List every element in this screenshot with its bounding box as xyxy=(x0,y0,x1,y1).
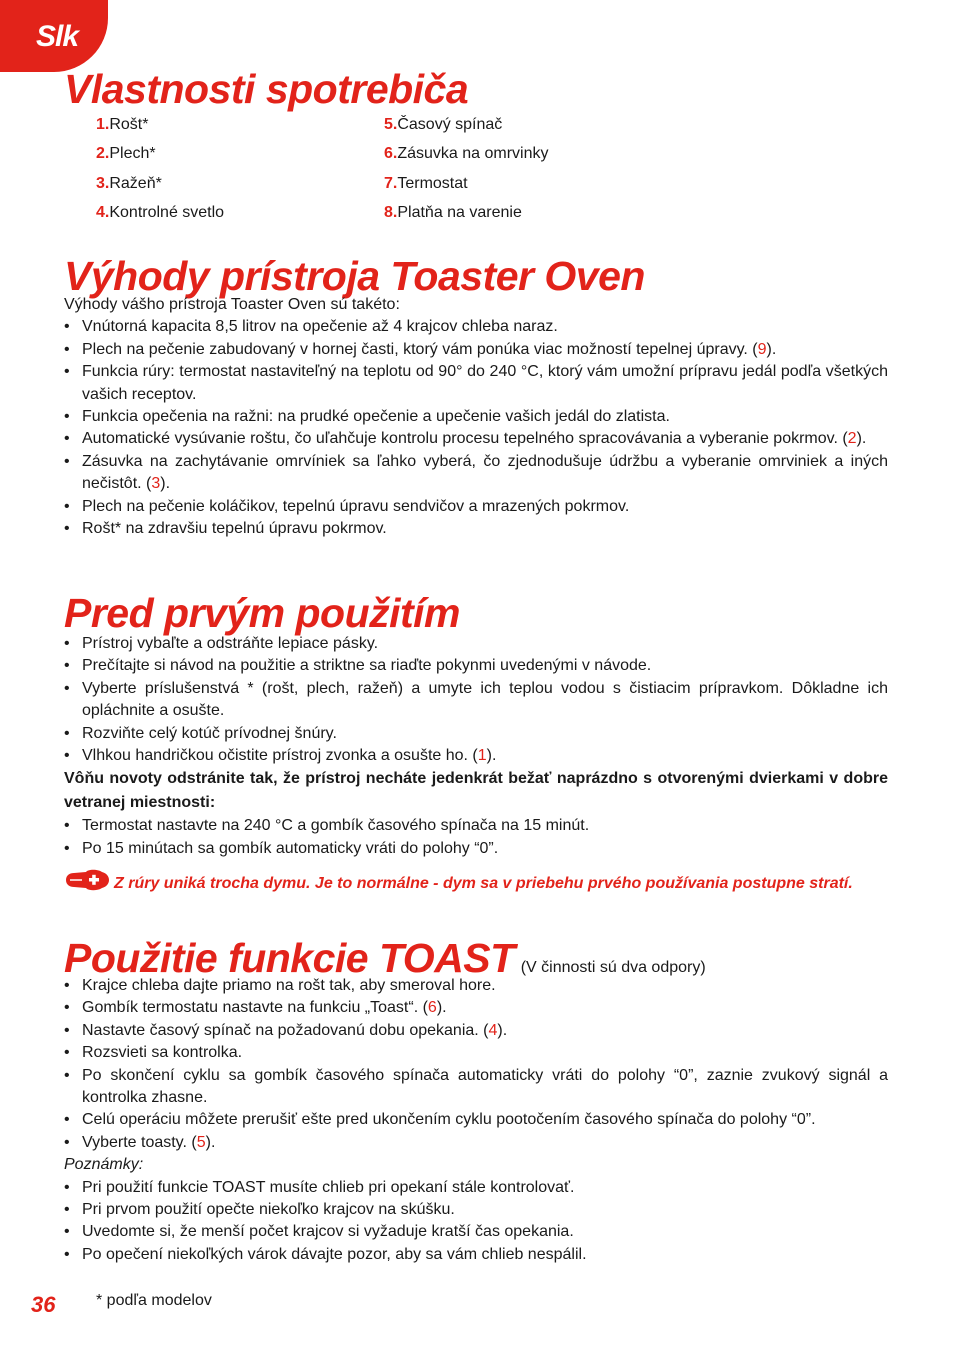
warning-hand-icon xyxy=(64,869,110,896)
footnote: * podľa modelov xyxy=(96,1292,212,1309)
first-use-list-2 xyxy=(64,815,888,860)
list-item: • Vyberte príslušenstvá * (rošt, plech, ražeň) a umyte ich teplou vodou s čistiacim prípravkom. Dôkladne ich opláchnite a osušte. xyxy=(64,678,888,723)
toast-list xyxy=(64,975,888,1154)
list-item: • Vnútorná kapacita 8,5 litrov na opečenie až 4 krajcov chleba naraz. xyxy=(64,316,888,338)
toast-title-note: (V činnosti sú dva odpory) xyxy=(520,959,706,976)
feature-item: 2.Plech* xyxy=(96,145,156,162)
list-item: • Rozsvieti sa kontrolka. xyxy=(64,1042,888,1064)
warning-box xyxy=(64,868,890,924)
feature-item: 8.Platňa na varenie xyxy=(384,204,522,221)
list-item: • Uvedomte si, že menší počet krajcov si vyžaduje kratší čas opekania. xyxy=(64,1221,888,1243)
list-item: • Plech na pečenie koláčikov, tepelnú úpravu sendvičov a mrazených pokrmov. xyxy=(64,496,888,518)
toast-title: Použitie funkcie TOAST (V činnosti sú dva odpory) xyxy=(64,935,706,981)
feature-item: 3.Ražeň* xyxy=(96,175,162,192)
feature-item: 7.Termostat xyxy=(384,175,468,192)
toast-section xyxy=(64,975,888,1266)
language-tab xyxy=(0,0,108,72)
list-item: • Termostat nastavte na 240 °C a gombík časového spínača na 15 minút. xyxy=(64,815,888,837)
list-item: • Prečítajte si návod na použitie a striktne sa riaďte pokynmi uvedenými v návode. xyxy=(64,655,888,677)
advantages-list xyxy=(64,316,888,540)
first-use-section xyxy=(64,633,888,860)
feature-item: 6.Zásuvka na omrvinky xyxy=(384,145,549,162)
list-item: • Vlhkou handričkou očistite prístroj zvonka a osušte ho. (1). xyxy=(64,745,888,767)
notes-list xyxy=(64,1177,888,1267)
warning-text: Z rúry uniká trocha dymu. Je to normálne - dym sa v priebehu prvého používania postupne stratí. xyxy=(114,875,853,892)
list-item: • Nastavte časový spínač na požadovanú dobu opekania. (4). xyxy=(64,1020,888,1042)
feature-item: 5.Časový spínač xyxy=(384,116,503,133)
list-item: • Automatické vysúvanie roštu, čo uľahčuje kontrolu procesu tepelného spracovávania a vyberanie pokrmov. (2). xyxy=(64,428,888,450)
list-item: • Plech na pečenie zabudovaný v hornej časti, ktorý vám ponúka viac možností tepelnej úpravy. (9). xyxy=(64,339,888,361)
features-title: Vlastnosti spotrebiča xyxy=(64,66,469,112)
advantages-section xyxy=(64,294,888,540)
list-item: • Gombík termostatu nastavte na funkciu „Toast“. (6). xyxy=(64,997,888,1019)
list-item: • Po opečení niekoľkých várok dávajte pozor, aby sa vám chlieb nespálil. xyxy=(64,1244,888,1266)
list-item: • Celú operáciu môžete prerušiť ešte pred ukončením cyklu pootočením časového spínača do polohy “0”. xyxy=(64,1109,888,1131)
list-item: • Funkcia rúry: termostat nastaviteľný na teplotu od 90° do 240 °C, ktorý vám umožní prípravu jedál podľa všetkých vašich receptov. xyxy=(64,361,888,406)
list-item: • Krajce chleba dajte priamo na rošt tak, aby smeroval hore. xyxy=(64,975,888,997)
advantages-title: Výhody prístroja Toaster Oven xyxy=(64,253,645,299)
list-item: • Zásuvka na zachytávanie omrvíniek sa ľahko vyberá, čo zjednodušuje údržbu a vyberanie omrviniek a iných nečistôt. (3). xyxy=(64,451,888,496)
list-item: • Prístroj vybaľte a odstráňte lepiace pásky. xyxy=(64,633,888,655)
list-item: • Pri použití funkcie TOAST musíte chlieb pri opekaní stále kontrolovať. xyxy=(64,1177,888,1199)
feature-item: 4.Kontrolné svetlo xyxy=(96,204,225,221)
page-number: 36 xyxy=(31,1292,56,1317)
language-label: Slk xyxy=(36,20,79,53)
list-item: • Funkcia opečenia na ražni: na prudké opečenie a upečenie vašich jedál do zlatista. xyxy=(64,406,888,428)
notes-label: Poznámky: xyxy=(64,1156,144,1174)
list-item: • Po 15 minútach sa gombík automaticky vráti do polohy “0”. xyxy=(64,838,888,860)
list-item: • Rozviňte celý kotúč prívodnej šnúry. xyxy=(64,723,888,745)
list-item: • Po skončení cyklu sa gombík časového spínača automaticky vráti do polohy “0”, zaznie zvukový signál a kontrolka zhasne. xyxy=(64,1065,888,1110)
list-item: • Rošt* na zdravšiu tepelnú úpravu pokrmov. xyxy=(64,518,888,540)
feature-item: 1.Rošt* xyxy=(96,116,149,133)
list-item: • Vyberte toasty. (5). xyxy=(64,1132,888,1154)
first-use-list xyxy=(64,633,888,767)
list-item: • Pri prvom použití opečte niekoľko krajcov na skúšku. xyxy=(64,1199,888,1221)
first-use-title: Pred prvým použitím xyxy=(64,590,461,636)
advantages-intro: Výhody vášho prístroja Toaster Oven sú takéto: xyxy=(64,296,400,313)
bold-note: Vôňu novoty odstránite tak, že prístroj necháte jedenkrát bežať naprázdno s otvorenými dvierkami v dobre vetranej miestnosti: xyxy=(64,770,888,812)
